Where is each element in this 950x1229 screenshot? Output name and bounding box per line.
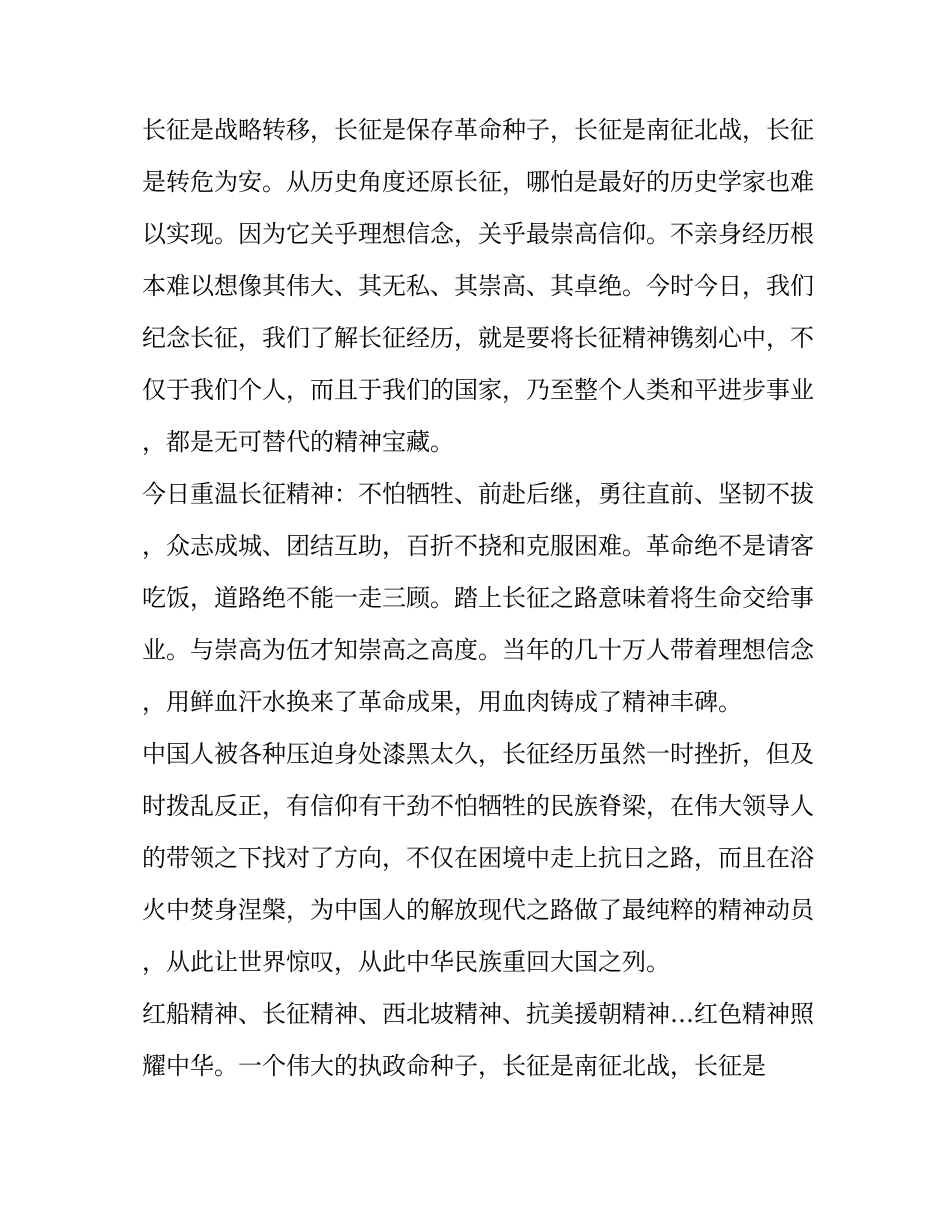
document-body [142, 104, 814, 1092]
paragraph-2: 今日重温长征精神：不怕牺牲、前赴后继，勇往直前、坚韧不拔，众志成城、团结互助，百折不挠和克服困难。革命绝不是请客吃饭，道路绝不能一走三顾。踏上长征之路意味着将生命交给事业。与崇高为伍才知崇高之高度。当年的几十万人带着理想信念，用鲜血汗水换来了革命成果，用血肉铸成了精神丰碑。 [142, 480, 814, 716]
paragraph-1: 长征是战略转移，长征是保存革命种子，长征是南征北战，长征是转危为安。从历史角度还原长征，哪怕是最好的历史学家也难以实现。因为它关乎理想信念，关乎最崇高信仰。不亲身经历根本难以想像其伟大、其无私、其崇高、其卓绝。今时今日，我们纪念长征，我们了解长征经历，就是要将长征精神镌刻心中，不仅于我们个人，而且于我们的国家，乃至整个人类和平进步事业，都是无可替代的精神宝藏。 [142, 116, 814, 456]
paragraph-3: 中国人被各种压迫身处漆黑太久，长征经历虽然一时挫折，但及时拨乱反正，有信仰有干劲不怕牺牲的民族脊梁，在伟大领导人的带领之下找对了方向，不仅在困境中走上抗日之路，而且在浴火中焚身涅槃，为中国人的解放现代之路做了最纯粹的精神动员，从此让世界惊叹，从此中华民族重回大国之列。 [142, 740, 814, 976]
paragraph-4: 红船精神、长征精神、西北坡精神、抗美援朝精神…红色精神照耀中华。一个伟大的执政命种子，长征是南征北战，长征是 [142, 1000, 814, 1080]
